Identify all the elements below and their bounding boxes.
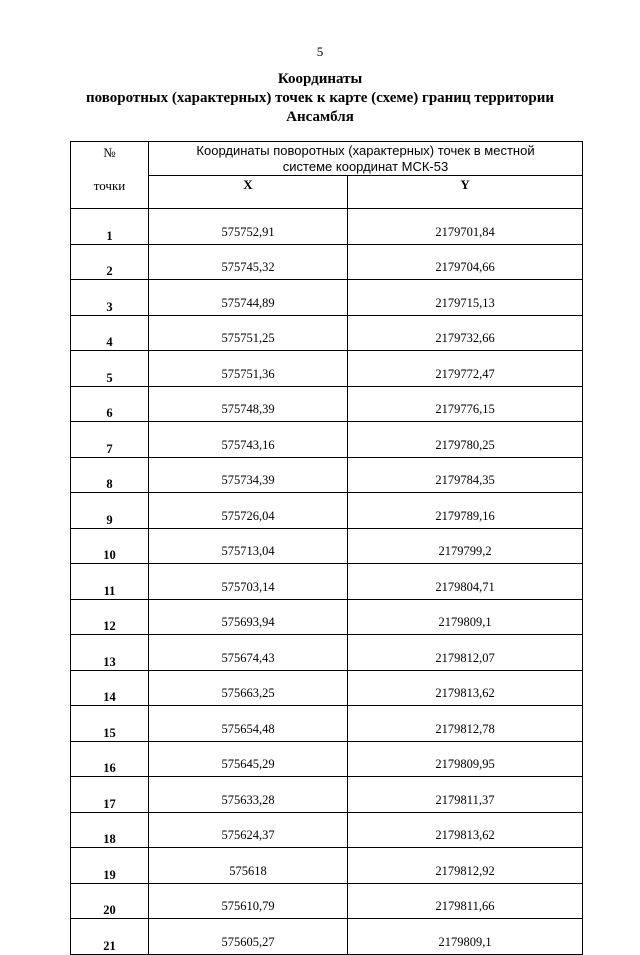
x-coordinate-cell: 575743,16: [149, 422, 348, 458]
table-row: [71, 280, 583, 316]
y-coordinate-cell: 2179715,13: [348, 280, 583, 316]
x-coordinate-cell: 575703,14: [149, 564, 348, 600]
coordinates-table-body: [71, 209, 583, 955]
x-coordinate-cell: 575751,25: [149, 315, 348, 351]
point-number-cell: 20: [71, 883, 149, 919]
point-number-cell: 13: [71, 635, 149, 671]
table-row: [71, 351, 583, 387]
title-line-2: поворотных (характерных) точек к карте (схеме) границ территории: [86, 90, 554, 106]
table-row: [71, 812, 583, 848]
title-line-3: Ансамбля: [286, 109, 354, 125]
table-row: [71, 883, 583, 919]
point-number-cell: 1: [71, 209, 149, 245]
y-coordinate-cell: 2179809,1: [348, 919, 583, 955]
y-coordinate-cell: 2179772,47: [348, 351, 583, 387]
x-coordinate-cell: 575713,04: [149, 528, 348, 564]
point-number-cell: 9: [71, 493, 149, 529]
table-row: [71, 457, 583, 493]
table-row: [71, 741, 583, 777]
y-coordinate-cell: 2179732,66: [348, 315, 583, 351]
point-number-cell: 17: [71, 777, 149, 813]
x-coordinate-cell: 575645,29: [149, 741, 348, 777]
point-number-cell: 3: [71, 280, 149, 316]
point-number-cell: 14: [71, 670, 149, 706]
table-row: [71, 386, 583, 422]
y-coordinate-cell: 2179813,62: [348, 670, 583, 706]
point-number-cell: 8: [71, 457, 149, 493]
header-number-sign: №: [103, 145, 116, 160]
x-coordinate-cell: 575663,25: [149, 670, 348, 706]
point-number-cell: 18: [71, 812, 149, 848]
x-coordinate-cell: 575610,79: [149, 883, 348, 919]
point-number-cell: 15: [71, 706, 149, 742]
table-row: [71, 528, 583, 564]
header-y-label: Y: [460, 177, 470, 192]
table-row: [71, 564, 583, 600]
table-row: [71, 848, 583, 884]
point-number-cell: 10: [71, 528, 149, 564]
x-coordinate-cell: 575654,48: [149, 706, 348, 742]
y-coordinate-cell: 2179776,15: [348, 386, 583, 422]
y-coordinate-cell: 2179812,07: [348, 635, 583, 671]
point-number-cell: 7: [71, 422, 149, 458]
header-point-label: точки: [93, 178, 126, 193]
table-row: [71, 209, 583, 245]
table-row: [71, 777, 583, 813]
x-coordinate-cell: 575693,94: [149, 599, 348, 635]
header-coordinates-line-2: системе координат МСК-53: [282, 158, 449, 174]
point-number-cell: 5: [71, 351, 149, 387]
table-row: [71, 599, 583, 635]
x-coordinate-cell: 575726,04: [149, 493, 348, 529]
table-row: [71, 919, 583, 955]
point-number-cell: 16: [71, 741, 149, 777]
y-coordinate-cell: 2179811,37: [348, 777, 583, 813]
y-coordinate-cell: 2179704,66: [348, 244, 583, 280]
table-row: [71, 315, 583, 351]
point-number-cell: 4: [71, 315, 149, 351]
y-coordinate-cell: 2179811,66: [348, 883, 583, 919]
point-number-cell: 11: [71, 564, 149, 600]
x-coordinate-cell: 575618: [149, 848, 348, 884]
header-x: [149, 176, 348, 209]
header-y: [348, 176, 583, 209]
point-number-cell: 12: [71, 599, 149, 635]
y-coordinate-cell: 2179812,78: [348, 706, 583, 742]
y-coordinate-cell: 2179813,62: [348, 812, 583, 848]
point-number-cell: 19: [71, 848, 149, 884]
x-coordinate-cell: 575674,43: [149, 635, 348, 671]
x-coordinate-cell: 575624,37: [149, 812, 348, 848]
x-coordinate-cell: 575605,27: [149, 919, 348, 955]
table-row: [71, 244, 583, 280]
y-coordinate-cell: 2179804,71: [348, 564, 583, 600]
point-number-cell: 21: [71, 919, 149, 955]
table-row: [71, 493, 583, 529]
y-coordinate-cell: 2179701,84: [348, 209, 583, 245]
y-coordinate-cell: 2179784,35: [348, 457, 583, 493]
page-number: 5: [316, 44, 324, 59]
x-coordinate-cell: 575748,39: [149, 386, 348, 422]
document-title: [70, 70, 570, 127]
y-coordinate-cell: 2179812,92: [348, 848, 583, 884]
x-coordinate-cell: 575745,32: [149, 244, 348, 280]
y-coordinate-cell: 2179789,16: [348, 493, 583, 529]
coordinates-table: [70, 141, 583, 955]
point-number-cell: 2: [71, 244, 149, 280]
x-coordinate-cell: 575752,91: [149, 209, 348, 245]
table-row: [71, 422, 583, 458]
x-coordinate-cell: 575734,39: [149, 457, 348, 493]
x-coordinate-cell: 575751,36: [149, 351, 348, 387]
table-row: [71, 635, 583, 671]
header-point-number: [71, 142, 149, 209]
header-coordinates-line-1: Координаты поворотных (характерных) точек в местной: [196, 142, 535, 158]
x-coordinate-cell: 575744,89: [149, 280, 348, 316]
y-coordinate-cell: 2179809,1: [348, 599, 583, 635]
header-x-label: X: [243, 177, 253, 192]
point-number-cell: 6: [71, 386, 149, 422]
table-row: [71, 706, 583, 742]
table-row: [71, 670, 583, 706]
y-coordinate-cell: 2179809,95: [348, 741, 583, 777]
x-coordinate-cell: 575633,28: [149, 777, 348, 813]
y-coordinate-cell: 2179799,2: [348, 528, 583, 564]
header-coordinates: [149, 142, 583, 176]
title-line-1: Координаты: [277, 71, 363, 87]
y-coordinate-cell: 2179780,25: [348, 422, 583, 458]
